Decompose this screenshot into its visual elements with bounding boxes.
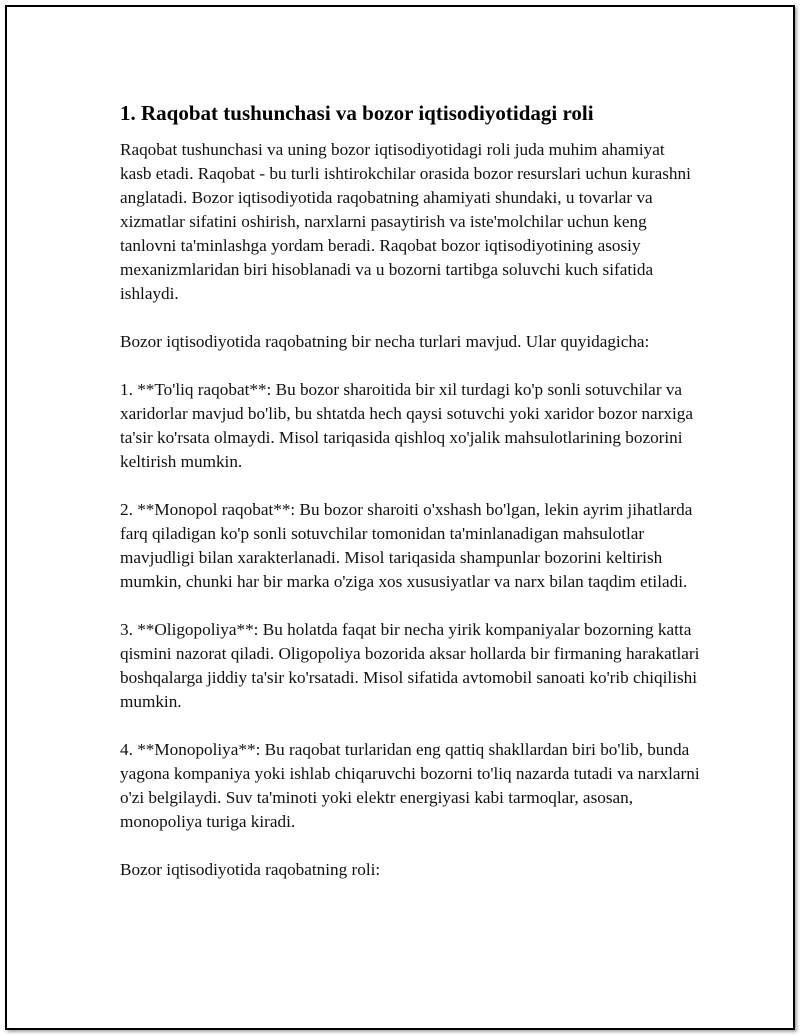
- document-page: [5, 5, 795, 1030]
- types-intro-paragraph: Bozor iqtisodiyotida raqobatning bir necha turlari mavjud. Ular quyidagicha:: [120, 332, 650, 351]
- role-intro-paragraph: Bozor iqtisodiyotida raqobatning roli:: [120, 860, 381, 879]
- section-heading: 1. Raqobat tushunchasi va bozor iqtisodiyotidagi roli: [120, 101, 594, 125]
- perfect-competition-paragraph: 1. **To'liq raqobat**: Bu bozor sharoitida bir xil turdagi ko'p sonli sotuvchilar va xaridorlar mavjud bo'lib, bu shtatda hech qaysi sotuvchi yoki xaridor bozor narxiga ta'sir ko'rsata olmaydi. Misol tariqasida qishloq xo'jalik mahsulotlarining bozorini keltirish mumkin.: [120, 380, 694, 471]
- intro-paragraph: Raqobat tushunchasi va uning bozor iqtisodiyotidagi roli juda muhim ahamiyat kasb etadi. Raqobat - bu turli ishtirokchilar orasida bozor resurslari uchun kurashni anglatadi. Bozor iqtisodiyotida raqobatning ahamiyati shundaki, u tovarlar va xizmatlar sifatini oshirish, narxlarni pasaytirish va iste'molchilar uchun keng tanlovni ta'minlashga yordam beradi. Raqobat bozor iqtisodiyotining asosiy mexanizmlaridan biri hisoblanadi va u bozorni tartibga soluvchi kuch sifatida ishlaydi.: [120, 140, 691, 303]
- oligopoly-paragraph: 3. **Oligopoliya**: Bu holatda faqat bir necha yirik kompaniyalar bozorning katta qismini nazorat qiladi. Oligopoliya bozorida aksar hollarda bir firmaning harakatlari boshqalarga jiddiy ta'sir ko'rsatadi. Misol sifatida avtomobil sanoati ko'rib chiqilishi mumkin.: [120, 620, 700, 711]
- monopoly-paragraph: 4. **Monopoliya**: Bu raqobat turlaridan eng qattiq shakllardan biri bo'lib, bunda yagona kompaniya yoki ishlab chiqaruvchi bozorni to'liq nazarda tutadi va narxlarni o'zi belgilaydi. Suv ta'minoti yoki elektr energiyasi kabi tarmoqlar, asosan, monopoliya turiga kiradi.: [120, 740, 700, 831]
- document-body: [120, 99, 700, 906]
- monopolistic-competition-paragraph: 2. **Monopol raqobat**: Bu bozor sharoiti o'xshash bo'lgan, lekin ayrim jihatlarda farq qiladigan ko'p sonli sotuvchilar tomonidan ta'minlanadigan mahsulotlar mavjudligi bilan xarakterlanadi. Misol tariqasida shampunlar bozorini keltirish mumkin, chunki har bir marka o'ziga xos xususiyatlar va narx bilan taqdim etiladi.: [120, 500, 693, 591]
